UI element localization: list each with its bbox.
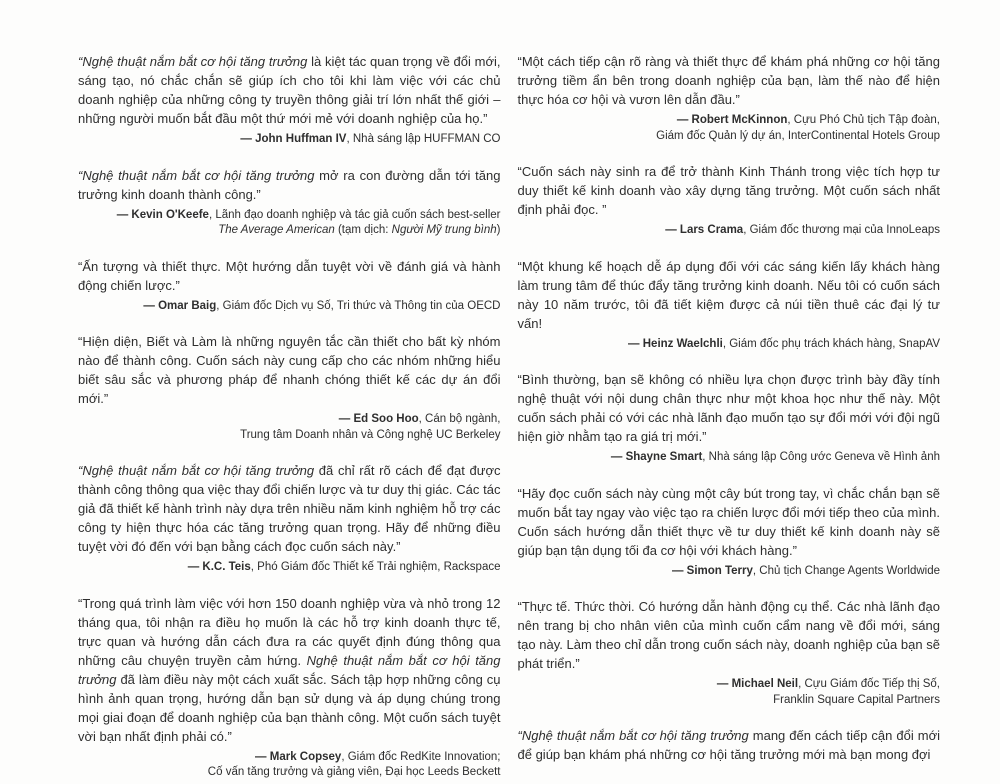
quote-attribution xyxy=(78,208,501,239)
testimonial-waelchli xyxy=(518,257,941,353)
attribution-line: Franklin Square Capital Partners xyxy=(773,693,940,706)
attribution-text: (tạm dịch: xyxy=(334,224,392,236)
endorser-role: , Giám đốc thương mại của InnoLeaps xyxy=(743,224,940,236)
endorser-name: — K.C. Teis xyxy=(187,561,251,573)
quote-segment: là kiệt tác quan trọng về đổi mới, sáng tạo, nó chắc chắn sẽ giúp ích cho tôi khi làm việc với các chủ doanh nghiệp của những công ty truyền thông giải trí lớn nhất thế giới – những người muốn bắt đầu một thứ mới mẻ với doanh nghiệp của họ.” xyxy=(78,54,501,126)
quote-text xyxy=(518,597,941,673)
attribution-line xyxy=(78,299,501,315)
quote-attribution xyxy=(518,223,941,239)
endorser-name: — Lars Crama xyxy=(665,224,744,236)
testimonial-smart xyxy=(518,370,941,466)
endorser-role: , Cựu Phó Chủ tịch Tập đoàn, xyxy=(787,114,940,126)
quote-text xyxy=(78,166,501,204)
endorser-role: , Cựu Giám đốc Tiếp thị Số, xyxy=(798,678,940,690)
testimonial-teis xyxy=(78,461,501,576)
endorser-role: , Phó Giám đốc Thiết kế Trải nghiệm, Rackspace xyxy=(250,561,501,573)
quote-text xyxy=(78,332,501,408)
quote-segment: đã làm điều này một cách xuất sắc. Sách tập hợp những công cụ hình ảnh quan trọng, hướng dẫn bạn sử dụng và áp dụng chúng trong mọi giai đoạn để doanh nghiệp của bạn thành công. Một cuốn sách tuyệt vời bạn nhất định phải có.” xyxy=(78,671,501,744)
endorser-role: , Nhà sáng lập Công ước Geneva về Hình ảnh xyxy=(702,451,940,463)
quote-attribution xyxy=(518,113,941,144)
testimonial-huffman xyxy=(78,52,501,148)
quote-attribution xyxy=(518,564,941,580)
quote-attribution xyxy=(518,677,941,708)
attribution-line xyxy=(518,223,941,239)
endorser-role: , Giám đốc phụ trách khách hàng, SnapAV xyxy=(722,337,940,350)
right-column xyxy=(518,52,941,784)
quote-text xyxy=(78,461,501,556)
quote-segment: “Trong quá trình làm việc với hơn 150 doanh nghiệp vừa và nhỏ trong 12 tháng qua, tôi nhận ra điều họ muốn là các hỗ trợ kinh doanh thực tế, trực quan và hướng dẫn cách đưa ra các quyết định đúng thông qua những câu chuyện truyền cảm hứng. xyxy=(78,595,501,668)
book-title-segment: “Nghệ thuật nắm bắt cơ hội tăng trưởng xyxy=(78,167,315,183)
quote-text xyxy=(518,726,941,764)
book-title-segment: Nghệ thuật nắm bắt cơ hội tăng trưởng xyxy=(78,652,501,687)
referenced-book-title-vi: Người Mỹ trung bình xyxy=(391,224,497,236)
attribution-line xyxy=(518,564,941,580)
quote-text xyxy=(78,52,501,128)
referenced-book-title: The Average American xyxy=(218,224,335,236)
left-column xyxy=(78,52,501,784)
testimonial-neil xyxy=(518,597,941,708)
endorser-name: — Omar Baig xyxy=(143,299,217,312)
quote-segment: “Bình thường, bạn sẽ không có nhiều lựa chọn được trình bày đầy tính nghệ thuật với nội dung chân thực như một khoa học như thế này. Một cuốn sách phải có với các nhà lãnh đạo muốn tạo sự đổi mới với đội ngũ hiện giờ nhằm tạo ra giá trị mới.” xyxy=(517,372,940,444)
quote-segment: mang đến cách tiếp cận đổi mới để giúp bạn khám phá những cơ hội tăng trưởng mới mà bạn mong đợi xyxy=(517,728,940,762)
quote-segment: “Hãy đọc cuốn sách này cùng một cây bút trong tay, vì chắc chắn bạn sẽ muốn bắt tay ngay vào việc tạo ra chiến lược đổi mới tiếp theo của mình. Cuốn sách hướng dẫn thiết thực về tư duy thiết kế kinh doanh này sẽ giúp bạn tận dụng tối đa cơ hội với khách hàng.” xyxy=(517,485,940,558)
endorser-role: , Cán bộ ngành, xyxy=(418,413,501,425)
quote-text xyxy=(78,594,501,746)
endorser-name: — Simon Terry xyxy=(671,564,753,577)
quote-text xyxy=(78,257,501,295)
endorser-name: — Ed Soo Hoo xyxy=(338,413,419,425)
endorser-name: — Robert McKinnon xyxy=(676,114,788,126)
quote-attribution xyxy=(78,560,501,576)
endorser-name: — Shayne Smart xyxy=(610,451,703,463)
quote-attribution xyxy=(518,337,941,353)
quote-attribution xyxy=(78,750,501,781)
endorser-role: , Chủ tịch Change Agents Worldwide xyxy=(752,564,940,577)
quote-segment: đã chỉ rất rõ cách để đạt được thành công thông qua việc thay đổi chiến lược và tư duy thị giác. Các tác giả đã thiết kế hành trình này dựa trên nhiều năm kinh nghiệm hỗ trợ các công ty hiện thực hóa các tăng trưởng quan trọng. Hãy để những điều tuyệt vời đó đến với bạn bằng cách đọc cuốn sách này.” xyxy=(78,463,501,554)
attribution-line xyxy=(78,132,501,148)
endorser-name: — Michael Neil xyxy=(716,678,799,690)
endorser-name: — John Huffman IV xyxy=(240,133,347,145)
attribution-line: Trung tâm Doanh nhân và Công nghệ UC Berkeley xyxy=(240,428,501,441)
attribution-line xyxy=(518,677,941,693)
endorser-role: , Lãnh đạo doanh nghiệp và tác giả cuốn sách best-seller xyxy=(208,208,501,221)
testimonial-baig xyxy=(78,257,501,315)
book-title-segment: “Nghệ thuật nắm bắt cơ hội tăng trưởng xyxy=(78,54,308,69)
endorser-role: , Nhà sáng lập HUFFMAN CO xyxy=(346,133,501,145)
quote-attribution xyxy=(518,450,941,466)
attribution-text: ) xyxy=(496,224,501,236)
quote-segment: “Một khung kế hoạch dễ áp dụng đối với các sáng kiến lấy khách hàng làm trung tâm để thúc đẩy tăng trưởng kinh doanh. Nếu tôi có cuốn sách này 10 năm trước, tôi đã tiết kiệm được cả núi tiền thuê các đại lý tư vấn! xyxy=(517,258,940,331)
attribution-line xyxy=(78,412,501,428)
testimonial-soohoo xyxy=(78,332,501,443)
attribution-line xyxy=(78,750,501,766)
quote-text xyxy=(518,162,941,219)
book-title-segment: “Nghệ thuật nắm bắt cơ hội tăng trưởng xyxy=(78,463,315,478)
attribution-line xyxy=(518,113,941,129)
attribution-line: Cố vấn tăng trưởng và giảng viên, Đại học Leeds Beckett xyxy=(207,766,501,778)
endorser-name: — Heinz Waelchli xyxy=(628,337,723,350)
testimonial-terry xyxy=(518,484,941,580)
quote-text xyxy=(518,484,941,560)
testimonial-crama xyxy=(518,162,941,239)
quote-attribution xyxy=(78,132,501,148)
testimonial-continued xyxy=(518,726,941,764)
endorser-role: , Giám đốc RedKite Innovation; xyxy=(341,750,501,763)
attribution-line xyxy=(78,208,501,224)
quote-segment: “Một cách tiếp cận rõ ràng và thiết thực để khám phá những cơ hội tăng trưởng tiềm ẩn bên trong doanh nghiệp của bạn, làm thế nào để hiện thực hóa cơ hội và vươn lên dẫn đầu.” xyxy=(517,54,940,107)
testimonial-mckinnon xyxy=(518,52,941,144)
quote-segment: “Thực tế. Thức thời. Có hướng dẫn hành động cụ thể. Các nhà lãnh đạo nên trang bị cho nhân viên của mình cuốn cẩm nang về đổi mới, sáng tạo này. Làm theo chỉ dẫn trong cuốn sách này, doanh nghiệp của bạn sẽ phát triển.” xyxy=(517,599,940,671)
quote-segment: “Ấn tượng và thiết thực. Một hướng dẫn tuyệt vời về đánh giá và hành động chiến lược.” xyxy=(78,258,501,293)
endorser-name: — Kevin O'Keefe xyxy=(116,208,209,221)
attribution-line xyxy=(78,560,501,576)
attribution-line xyxy=(78,223,501,239)
quote-text xyxy=(518,370,941,446)
quote-attribution xyxy=(78,412,501,443)
quote-segment: “Cuốn sách này sinh ra để trở thành Kinh Thánh trong việc tích hợp tư duy thiết kế kinh doanh vào xây dựng tăng trưởng. Một cuốn sách nhất định phải đọc. ” xyxy=(517,164,940,217)
testimonial-okeefe xyxy=(78,166,501,239)
endorser-role: , Giám đốc Dịch vụ Số, Tri thức và Thông tin của OECD xyxy=(216,299,501,312)
attribution-line: Giám đốc Quản lý dự án, InterContinental Hotels Group xyxy=(656,129,940,142)
quote-segment: mở ra con đường dẫn tới tăng trưởng kinh doanh thành công.” xyxy=(78,167,501,202)
attribution-line xyxy=(518,337,941,353)
endorser-name: — Mark Copsey xyxy=(255,750,342,763)
quote-text xyxy=(518,52,941,109)
quote-attribution xyxy=(78,299,501,315)
testimonial-copsey xyxy=(78,594,501,781)
attribution-line xyxy=(518,450,941,466)
book-title-segment: “Nghệ thuật nắm bắt cơ hội tăng trưởng xyxy=(517,728,749,743)
quote-text xyxy=(518,257,941,333)
quote-segment: “Hiện diện, Biết và Làm là những nguyên tắc cần thiết cho bất kỳ nhóm nào để thành công. Cuốn sách này cung cấp cho các nhóm những hiểu biết sâu sắc và phương pháp để nhanh chóng thiết kế các dự án đổi mới.” xyxy=(78,334,501,406)
